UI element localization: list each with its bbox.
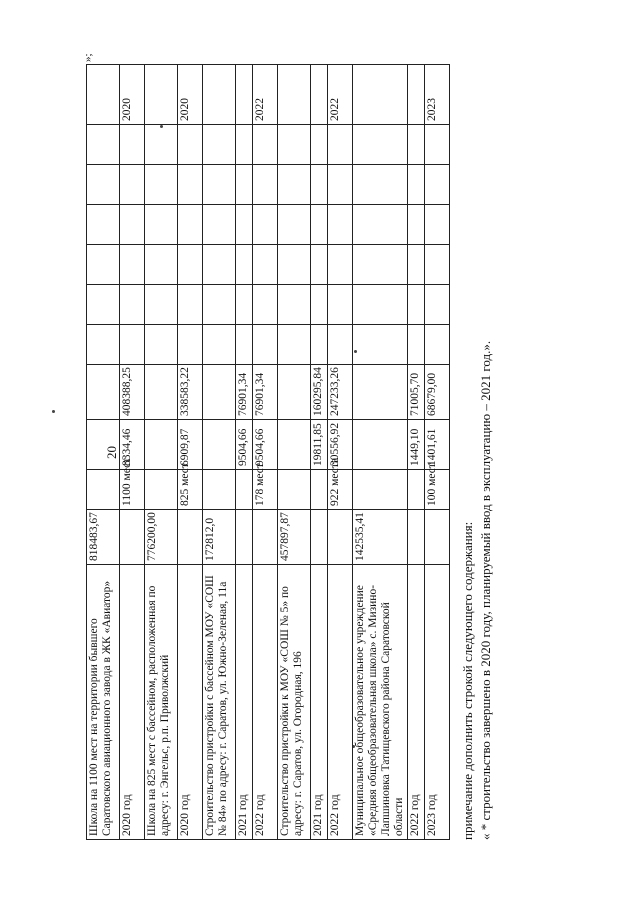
cell-name: 2023 год [425, 565, 450, 840]
cell-empty [253, 325, 278, 365]
cell-a: 1449,10 [408, 420, 425, 470]
cell-cap [87, 470, 120, 510]
cell-b [145, 365, 178, 420]
cell-name: 2020 год [120, 565, 145, 840]
table-row [408, 65, 425, 840]
table-row [203, 65, 236, 840]
cell-empty [311, 205, 328, 245]
cell-empty [278, 285, 311, 325]
cell-empty [120, 245, 145, 285]
cell-a [203, 420, 236, 470]
cell-total [253, 510, 278, 565]
cell-year [311, 65, 328, 125]
table-row [311, 65, 328, 840]
cell-cap: 825 мест [178, 470, 203, 510]
page-number: 20 [104, 446, 119, 459]
cell-empty [408, 125, 425, 165]
cell-total [425, 510, 450, 565]
cell-empty [145, 205, 178, 245]
cell-empty [353, 325, 408, 365]
cell-empty [203, 245, 236, 285]
cell-empty [178, 285, 203, 325]
cell-year: 2023 [425, 65, 450, 125]
cell-empty [311, 285, 328, 325]
cell-empty [311, 125, 328, 165]
cell-empty [278, 125, 311, 165]
cell-empty [178, 245, 203, 285]
cell-empty [253, 245, 278, 285]
cell-year [408, 65, 425, 125]
cell-cap: 1100 мест [120, 470, 145, 510]
scan-dot [52, 410, 55, 413]
cell-year [236, 65, 253, 125]
end-mark: »; [82, 53, 94, 62]
table-row [236, 65, 253, 840]
cell-total [408, 510, 425, 565]
table-row [425, 65, 450, 840]
cell-empty [236, 125, 253, 165]
cell-empty [178, 125, 203, 165]
cell-name: 2022 год [328, 565, 353, 840]
cell-empty [203, 125, 236, 165]
cell-empty [178, 325, 203, 365]
cell-name: Школа на 825 мест с бассейном, расположенная по адресу: г. Энгельс, р.п. Приволжский [145, 565, 178, 840]
rotated-sheet [82, 53, 493, 840]
cell-empty [145, 285, 178, 325]
cell-empty [236, 205, 253, 245]
cell-empty [328, 285, 353, 325]
cell-year: 2022 [328, 65, 353, 125]
cell-empty [253, 205, 278, 245]
cell-cap [203, 470, 236, 510]
cell-total: 776200,00 [145, 510, 178, 565]
cell-empty [425, 205, 450, 245]
cell-empty [253, 125, 278, 165]
table-row [328, 65, 353, 840]
cell-name: Школа на 1100 мест на территории бывшего Саратовского авиационного завода в ЖК «Авиатор» [87, 565, 120, 840]
cell-year: 2022 [253, 65, 278, 125]
cell-empty [328, 125, 353, 165]
cell-empty [353, 165, 408, 205]
cell-b: 408388,25 [120, 365, 145, 420]
cell-empty [425, 125, 450, 165]
cell-name: 2021 год [236, 565, 253, 840]
cell-b: 338583,22 [178, 365, 203, 420]
cell-a [353, 420, 408, 470]
cell-a: 9504,66 [236, 420, 253, 470]
cell-empty [408, 165, 425, 205]
cell-empty [253, 285, 278, 325]
cell-a: 19811,85 [311, 420, 328, 470]
cell-empty [311, 165, 328, 205]
cell-empty [408, 245, 425, 285]
cell-empty [87, 205, 120, 245]
cell-empty [87, 325, 120, 365]
cell-empty [408, 325, 425, 365]
cell-total [328, 510, 353, 565]
cell-empty [120, 325, 145, 365]
cell-empty [178, 205, 203, 245]
cell-empty [120, 165, 145, 205]
cell-cap [236, 470, 253, 510]
cell-empty [278, 165, 311, 205]
cell-empty [253, 165, 278, 205]
cell-total: 142535,41 [353, 510, 408, 565]
cell-total [236, 510, 253, 565]
cell-a: 9504,66 [253, 420, 278, 470]
cell-total [178, 510, 203, 565]
cell-empty [120, 205, 145, 245]
cell-a [278, 420, 311, 470]
cell-total [311, 510, 328, 565]
cell-empty [145, 245, 178, 285]
cell-empty [120, 125, 145, 165]
cell-empty [278, 205, 311, 245]
cell-empty [236, 325, 253, 365]
cell-empty [328, 245, 353, 285]
table-row [178, 65, 203, 840]
cell-empty [408, 285, 425, 325]
cell-cap: 100 мест [425, 470, 450, 510]
cell-empty [87, 125, 120, 165]
table-row [253, 65, 278, 840]
cell-empty [328, 325, 353, 365]
cell-b: 247233,26 [328, 365, 353, 420]
cell-name: Муниципальное общеобразовательное учреждение «Средняя общеобразовательная школа» с. Мизино-Лапшиновка Татищевского района Саратовской области [353, 565, 408, 840]
objects-table [86, 64, 450, 840]
cell-empty [311, 245, 328, 285]
cell-name: 2022 год [408, 565, 425, 840]
cell-empty [425, 165, 450, 205]
cell-a: 1401,61 [425, 420, 450, 470]
cell-cap: 922 места [328, 470, 353, 510]
cell-empty [87, 285, 120, 325]
cell-empty [145, 325, 178, 365]
cell-empty [278, 325, 311, 365]
cell-empty [236, 245, 253, 285]
cell-name: Строительство пристройки с бассейном МОУ «СОШ № 84» по адресу: г. Саратов, ул. Южно-Зеленая, 11а [203, 565, 236, 840]
table-row [278, 65, 311, 840]
cell-cap: 178 мест [253, 470, 278, 510]
cell-b [278, 365, 311, 420]
cell-name: 2021 год [311, 565, 328, 840]
table-row [353, 65, 408, 840]
cell-empty [145, 165, 178, 205]
cell-empty [425, 325, 450, 365]
cell-empty [311, 325, 328, 365]
cell-empty [328, 165, 353, 205]
cell-empty [203, 205, 236, 245]
cell-total: 818483,67 [87, 510, 120, 565]
cell-a: 6909,87 [178, 420, 203, 470]
cell-name: 2020 год [178, 565, 203, 840]
cell-empty [203, 285, 236, 325]
cell-b: 160295,84 [311, 365, 328, 420]
cell-cap [278, 470, 311, 510]
cell-empty [120, 285, 145, 325]
cell-cap [353, 470, 408, 510]
cell-total: 457897,87 [278, 510, 311, 565]
cell-year: 2020 [120, 65, 145, 125]
cell-b: 76901,34 [236, 365, 253, 420]
cell-total [120, 510, 145, 565]
cell-empty [236, 165, 253, 205]
cell-cap [145, 470, 178, 510]
cell-year: 2020 [178, 65, 203, 125]
cell-year [87, 65, 120, 125]
cell-empty [425, 245, 450, 285]
cell-a [145, 420, 178, 470]
cell-name: 2022 год [253, 565, 278, 840]
cell-empty [87, 245, 120, 285]
cell-empty [87, 165, 120, 205]
cell-year [145, 65, 178, 125]
cell-empty [353, 125, 408, 165]
cell-empty [425, 285, 450, 325]
cell-year [353, 65, 408, 125]
table-row [145, 65, 178, 840]
cell-empty [178, 165, 203, 205]
cell-empty [353, 285, 408, 325]
cell-b [353, 365, 408, 420]
cell-empty [408, 205, 425, 245]
cell-a: 8334,46 [120, 420, 145, 470]
cell-empty [278, 245, 311, 285]
cell-empty [353, 205, 408, 245]
note-line-1: примечание дополнить строкой следующего содержания: [460, 521, 475, 840]
table-row [120, 65, 145, 840]
cell-name: Строительство пристройки к МОУ «СОШ № 5» по адресу: г. Саратов, ул. Огородная, 196 [278, 565, 311, 840]
cell-b [87, 365, 120, 420]
note-line-2: « * строительство завершено в 2020 году, планируемый ввод в эксплуатацию – 2021 год.». [478, 340, 493, 840]
cell-empty [203, 325, 236, 365]
cell-b [203, 365, 236, 420]
cell-cap [311, 470, 328, 510]
cell-empty [328, 205, 353, 245]
cell-cap [408, 470, 425, 510]
cell-year [278, 65, 311, 125]
table-row [87, 65, 120, 840]
cell-b: 71005,70 [408, 365, 425, 420]
cell-b: 76901,34 [253, 365, 278, 420]
cell-year [203, 65, 236, 125]
cell-empty [203, 165, 236, 205]
cell-a [87, 420, 120, 470]
cell-a: 30556,92 [328, 420, 353, 470]
cell-empty [236, 285, 253, 325]
cell-b: 68679,00 [425, 365, 450, 420]
cell-total: 172812,0 [203, 510, 236, 565]
cell-empty [145, 125, 178, 165]
cell-empty [353, 245, 408, 285]
